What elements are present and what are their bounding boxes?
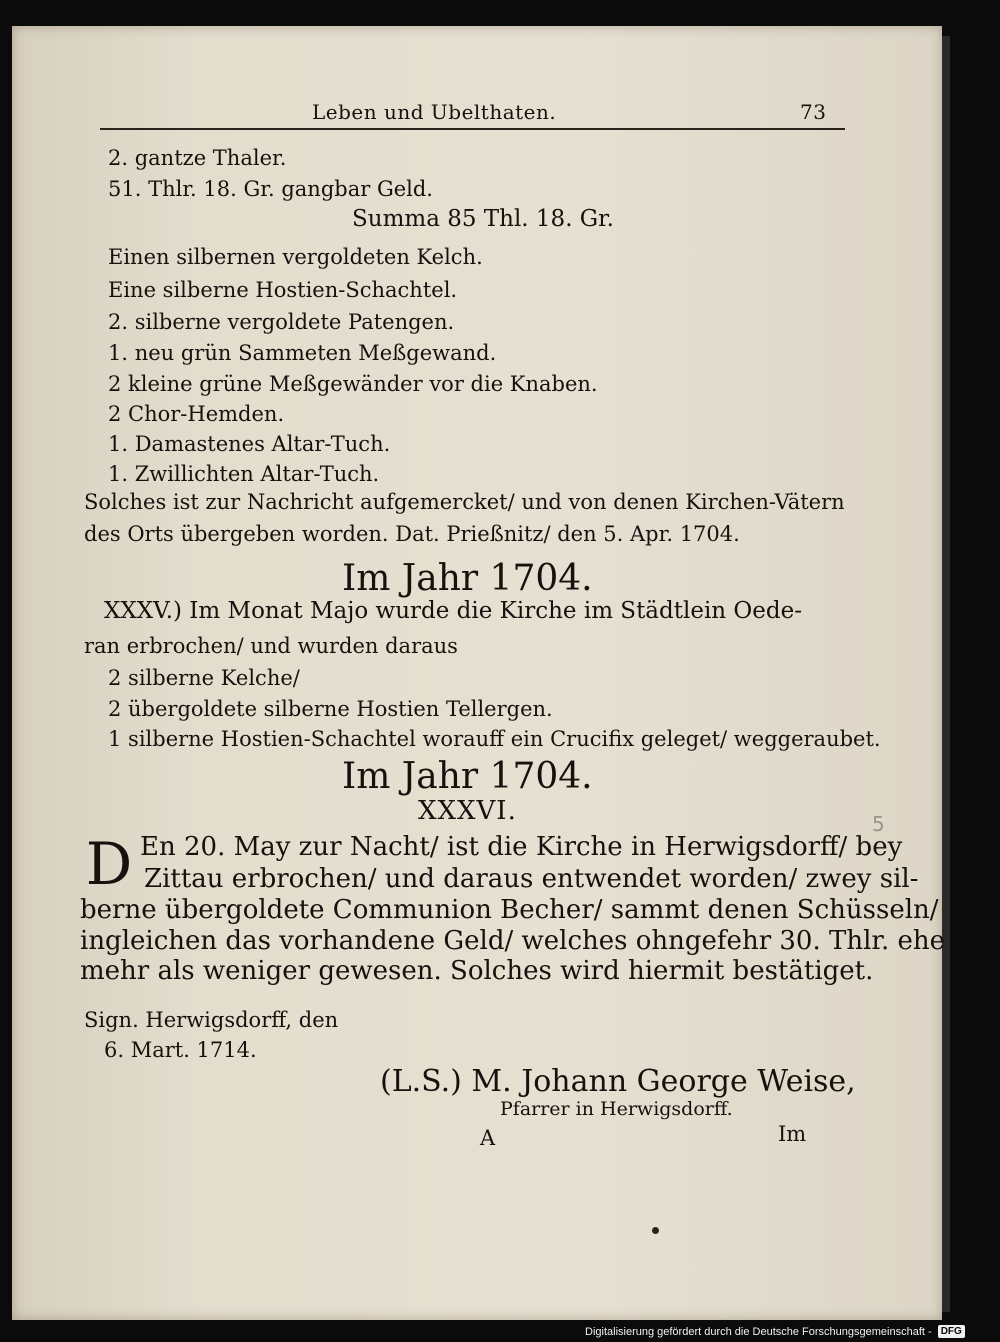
list-item: 1 silberne Hostien-Schachtel worauff ein Crucifix geleget/ weggeraubet. bbox=[108, 727, 881, 751]
signature-place: Sign. Herwigsdorff, den bbox=[84, 1008, 339, 1032]
list-item: 2 übergoldete silberne Hostien Tellergen. bbox=[108, 697, 553, 721]
paragraph-line: XXXV.) Im Monat Majo wurde die Kirche im Städtlein Oede- bbox=[104, 598, 803, 624]
paragraph-line: Solches ist zur Nachricht aufgemercket/ und von denen Kirchen-Vätern bbox=[84, 490, 845, 514]
running-title: Leben und Ubelthaten. bbox=[312, 100, 557, 124]
pencil-mark: 5 bbox=[872, 812, 885, 836]
paragraph-line: ran erbrochen/ und wurden daraus bbox=[84, 634, 458, 658]
paragraph-line: berne übergoldete Communion Becher/ sammt denen Schüsseln/ bbox=[80, 895, 939, 925]
page-number: 73 bbox=[800, 100, 827, 124]
dfg-logo: DFG bbox=[938, 1325, 965, 1338]
ink-blot bbox=[652, 1227, 659, 1234]
section-heading: Im Jahr 1704. bbox=[342, 756, 593, 797]
digitization-footer bbox=[585, 1323, 965, 1340]
signature-date: 6. Mart. 1714. bbox=[104, 1038, 257, 1062]
signature-title: Pfarrer in Herwigsdorff. bbox=[500, 1098, 733, 1120]
list-item: 2 Chor-Hemden. bbox=[108, 402, 285, 426]
section-number: XXXVI. bbox=[418, 796, 517, 826]
paragraph-line: ingleichen das vorhandene Geld/ welches ohngefehr 30. Thlr. ehe bbox=[80, 926, 946, 956]
summa-line: Summa 85 Thl. 18. Gr. bbox=[352, 206, 614, 232]
list-item: 2 kleine grüne Meßgewänder vor die Knaben. bbox=[108, 372, 598, 396]
footer-text: Digitalisierung gefördert durch die Deutsche Forschungsgemeinschaft - bbox=[585, 1325, 932, 1338]
section-heading: Im Jahr 1704. bbox=[342, 558, 593, 599]
list-item: 1. neu grün Sammeten Meßgewand. bbox=[108, 341, 497, 365]
paragraph-line: mehr als weniger gewesen. Solches wird hiermit bestätiget. bbox=[80, 956, 874, 986]
paragraph-line: Zittau erbrochen/ und daraus entwendet worden/ zwey sil- bbox=[144, 864, 919, 894]
list-item: 2. silberne vergoldete Patengen. bbox=[108, 310, 455, 334]
paragraph-line: des Orts übergeben worden. Dat. Prießnitz/ den 5. Apr. 1704. bbox=[84, 522, 740, 546]
page-edge-shadow bbox=[942, 36, 950, 1312]
list-item: 1. Damastenes Altar-Tuch. bbox=[108, 432, 391, 456]
header-rule bbox=[100, 128, 845, 130]
list-item: 2 silberne Kelche/ bbox=[108, 666, 300, 690]
signature-name: (L.S.) M. Johann George Weise, bbox=[380, 1064, 856, 1099]
list-item: Einen silbernen vergoldeten Kelch. bbox=[108, 245, 483, 269]
list-item: 1. Zwillichten Altar-Tuch. bbox=[108, 462, 380, 486]
signature-mark: A bbox=[480, 1126, 496, 1150]
catchword: Im bbox=[778, 1122, 807, 1146]
list-item: 2. gantze Thaler. bbox=[108, 146, 287, 170]
list-item: 51. Thlr. 18. Gr. gangbar Geld. bbox=[108, 177, 433, 201]
paragraph-line: En 20. May zur Nacht/ ist die Kirche in Herwigsdorff/ bey bbox=[140, 832, 903, 862]
drop-initial: D bbox=[85, 830, 133, 898]
list-item: Eine silberne Hostien-Schachtel. bbox=[108, 278, 458, 302]
